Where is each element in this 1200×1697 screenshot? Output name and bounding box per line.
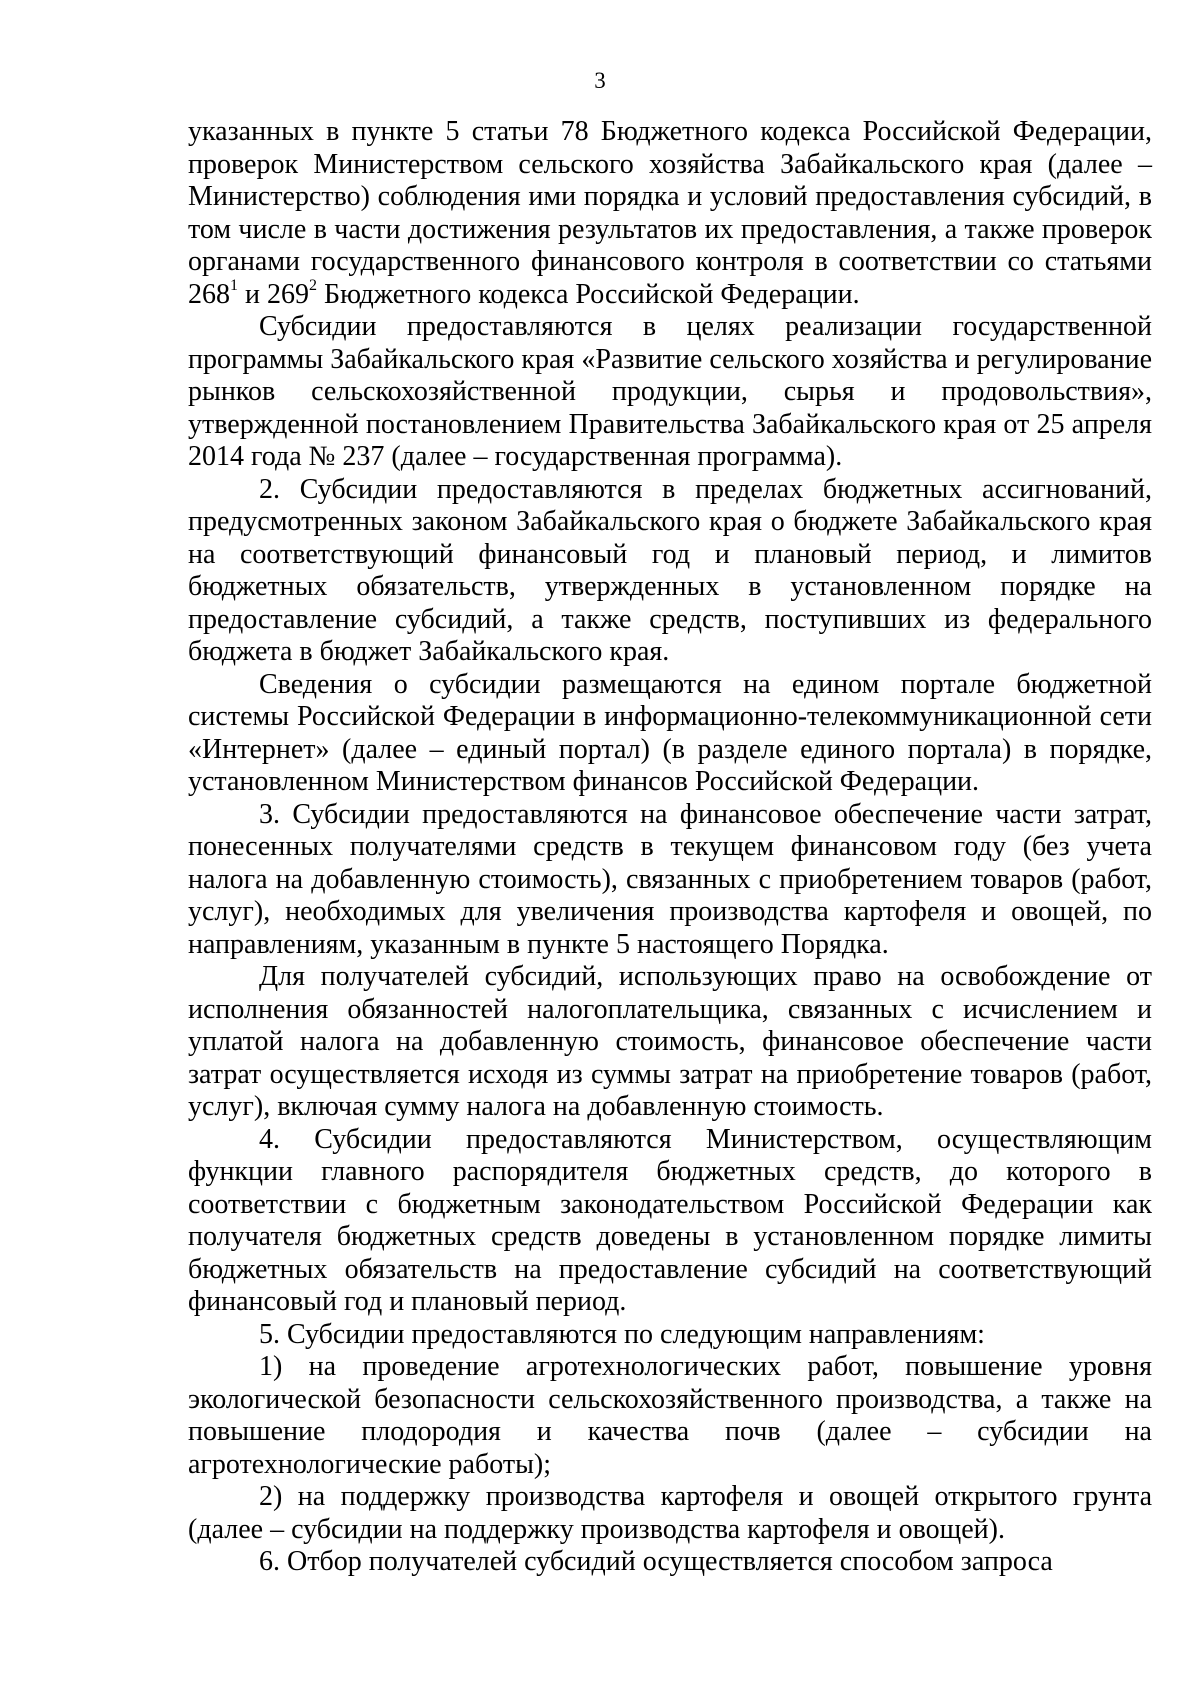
paragraph: 2. Субсидии предоставляются в пределах бюджетных ассигнований, предусмотренных законом Забайкальского края о бюджете Забайкальского края на соответствующий финансовый год и плановый период, и лимитов бюджетных обязательств, утвержденных в установленном порядке на предоставление субсидий, а также средств, поступивших из федерального бюджета в бюджет Забайкальского края.	[188, 473, 1152, 667]
paragraph: 3. Субсидии предоставляются на финансовое обеспечение части затрат, понесенных получателями средств в текущем финансовом году (без учета налога на добавленную стоимость), связанных с приобретением товаров (работ, услуг), необходимых для увеличения производства картофеля и овощей, по направлениям, указанным в пункте 5 настоящего Порядка.	[188, 798, 1152, 960]
paragraph: Сведения о субсидии размещаются на едином портале бюджетной системы Российской Федерации в информационно-телекоммуникационной сети «Интернет» (далее – единый портал) (в разделе единого портала) в порядке, установленном Министерством финансов Российской Федерации.	[188, 668, 1152, 797]
page-number: 3	[594, 68, 606, 93]
paragraph-text: Бюджетного кодекса Российской Федерации.	[316, 278, 860, 310]
paragraph-text: указанных в пункте 5 статьи 78 Бюджетного кодекса Российской Федерации, проверок Министерством сельского хозяйства Забайкальского края (далее – Министерство) соблюдения ими порядка и условий предоставления субсидий, в том числе в части достижения результатов их предоставления, а также проверок органами государственного финансового контроля в соответствии со статьями 268	[188, 116, 1152, 310]
paragraph: 6. Отбор получателей субсидий осуществляется способом запроса	[259, 1546, 1053, 1577]
paragraph: 1) на проведение агротехнологических работ, повышение уровня экологической безопасности сельскохозяйственного производства, а также на повышение плодородия и качества почв (далее – субсидии на агротехнологические работы);	[188, 1351, 1152, 1480]
document-body	[188, 116, 1152, 1579]
paragraph: 4. Субсидии предоставляются Министерством, осуществляющим функции главного распорядителя бюджетных средств, до которого в соответствии с бюджетным законодательством Российской Федерации как получателя бюджетных средств доведены в установленном порядке лимиты бюджетных обязательств на предоставление субсидий на соответствующий финансовый год и плановый период.	[188, 1123, 1152, 1317]
paragraph-text: и 269	[238, 278, 309, 310]
paragraph: 5. Субсидии предоставляются по следующим направлениям:	[259, 1318, 985, 1350]
paragraph-continuation	[188, 116, 1152, 311]
superscript: 2	[308, 277, 317, 295]
paragraph: Для получателей субсидий, использующих право на освобождение от исполнения обязанностей налогоплательщика, связанных с исчислением и уплатой налога на добавленную стоимость, финансовое обеспечение части затрат осуществляется исходя из суммы затрат на приобретение товаров (работ, услуг), включая сумму налога на добавленную стоимость.	[188, 961, 1152, 1122]
paragraph: Субсидии предоставляются в целях реализации государственной программы Забайкальского края «Развитие сельского хозяйства и регулирование рынков сельскохозяйственной продукции, сырья и продовольствия», утвержденной постановлением Правительства Забайкальского края от 25 апреля 2014 года № 237 (далее – государственная программа).	[188, 311, 1152, 472]
superscript: 1	[230, 277, 238, 295]
paragraph: 2) на поддержку производства картофеля и овощей открытого грунта (далее – субсидии на поддержку производства картофеля и овощей).	[188, 1481, 1152, 1545]
